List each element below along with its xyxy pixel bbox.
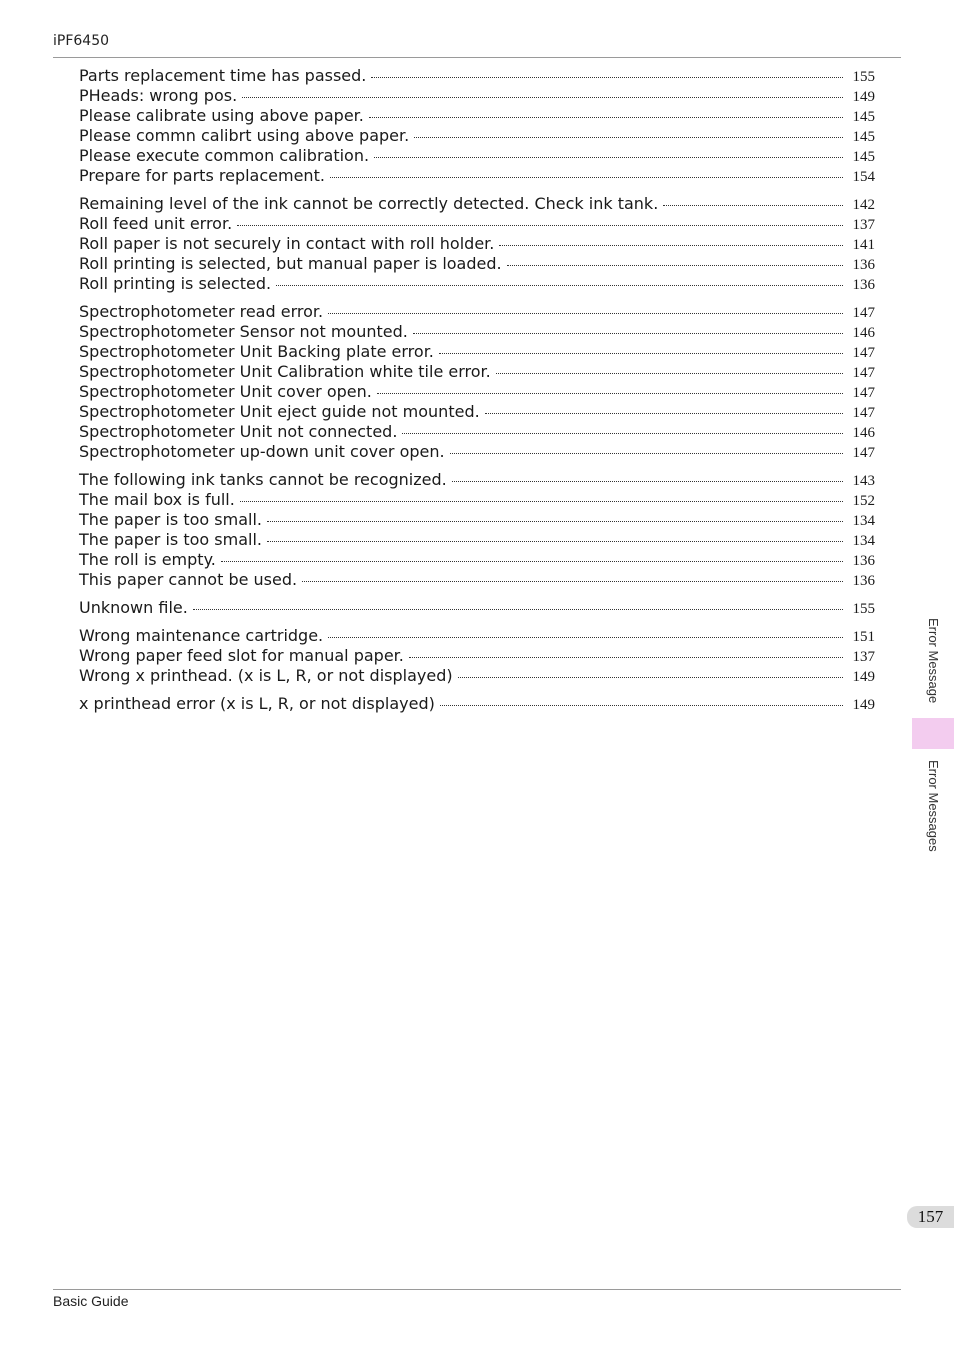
dot-leader [496,373,843,374]
entry-text[interactable]: x printhead error (x is L, R, or not displayed) [79,694,435,713]
entry-page-number[interactable]: 136 [852,553,875,569]
dot-leader [485,413,843,414]
dot-leader [276,285,843,286]
index-entry[interactable] [79,470,875,490]
index-entry[interactable] [79,342,875,362]
dot-leader [499,245,843,246]
entry-text[interactable]: Spectrophotometer Unit not connected. [79,422,398,441]
index-entry[interactable] [79,234,875,254]
entry-page-number[interactable]: 145 [852,109,875,125]
entry-page-number[interactable]: 145 [852,129,875,145]
entry-page-number[interactable]: 146 [852,325,875,341]
footer-rule [53,1289,901,1290]
index-entry[interactable] [79,214,875,234]
dot-leader [267,541,843,542]
entry-text[interactable]: Spectrophotometer Sensor not mounted. [79,322,408,341]
side-tab-marker[interactable] [912,718,954,749]
dot-leader [302,581,843,582]
entry-page-number[interactable]: 145 [852,149,875,165]
index-entry[interactable] [79,194,875,214]
entry-text[interactable]: Wrong maintenance cartridge. [79,626,324,645]
error-message-index [79,66,875,722]
header-model: iPF6450 [53,33,110,49]
entry-page-number[interactable]: 143 [852,473,875,489]
dot-leader [330,177,843,178]
entry-page-number[interactable]: 134 [852,533,875,549]
index-entry[interactable] [79,402,875,422]
index-entry[interactable] [79,530,875,550]
index-entry[interactable] [79,106,875,126]
entry-page-number[interactable]: 149 [852,669,875,685]
index-entry[interactable] [79,254,875,274]
entry-page-number[interactable]: 147 [852,305,875,321]
dot-leader [240,501,843,502]
entry-page-number[interactable]: 147 [852,405,875,421]
dot-leader [377,393,843,394]
dot-leader [440,705,843,706]
index-group [79,626,875,686]
dot-leader [371,77,843,78]
entry-page-number[interactable]: 134 [852,513,875,529]
entry-text[interactable]: Spectrophotometer read error. [79,302,324,321]
entry-page-number[interactable]: 142 [852,197,875,213]
entry-text[interactable]: Roll paper is not securely in contact with roll holder. [79,234,495,253]
index-entry[interactable] [79,422,875,442]
entry-text[interactable]: Unknown file. [79,598,188,617]
dot-leader [267,521,843,522]
index-group [79,470,875,590]
index-entry[interactable] [79,322,875,342]
index-entry[interactable] [79,66,875,86]
dot-leader [369,117,843,118]
entry-text[interactable]: Please commn calibrt using above paper. [79,126,410,145]
entry-text[interactable]: Spectrophotometer Unit Backing plate error. [79,342,434,361]
dot-leader [413,333,843,334]
index-entry[interactable] [79,362,875,382]
index-entry[interactable] [79,694,875,714]
footer-guide-title: Basic Guide [53,1293,129,1309]
dot-leader [439,353,843,354]
entry-text[interactable]: Please calibrate using above paper. [79,106,364,125]
index-entry[interactable] [79,666,875,686]
entry-page-number[interactable]: 136 [852,277,875,293]
dot-leader [507,265,843,266]
entry-text[interactable]: The mail box is full. [79,490,235,509]
index-entry[interactable] [79,646,875,666]
index-entry[interactable] [79,382,875,402]
entry-page-number[interactable]: 149 [852,89,875,105]
entry-page-number[interactable]: 151 [852,629,875,645]
entry-page-number[interactable]: 154 [852,169,875,185]
index-entry[interactable] [79,510,875,530]
entry-text[interactable]: This paper cannot be used. [79,570,298,589]
index-entry[interactable] [79,442,875,462]
index-group [79,694,875,714]
index-group [79,194,875,294]
entry-page-number[interactable]: 152 [852,493,875,509]
header-rule [53,57,901,58]
dot-leader [328,313,843,314]
entry-text[interactable]: The paper is too small. [79,510,262,529]
entry-page-number[interactable]: 146 [852,425,875,441]
index-entry[interactable] [79,146,875,166]
entry-page-number[interactable]: 147 [852,345,875,361]
entry-page-number[interactable]: 137 [852,649,875,665]
entry-text[interactable]: Spectrophotometer Unit Calibration white tile error. [79,362,491,381]
entry-text[interactable]: Prepare for parts replacement. [79,166,325,185]
dot-leader [402,433,843,434]
entry-page-number[interactable]: 155 [852,69,875,85]
entry-text[interactable]: Roll feed unit error. [79,214,233,233]
entry-text[interactable]: Spectrophotometer Unit eject guide not mounted. [79,402,480,421]
index-entry[interactable] [79,626,875,646]
page-number: 157 [907,1206,954,1228]
dot-leader [414,137,843,138]
entry-text[interactable]: The following ink tanks cannot be recognized. [79,470,447,489]
dot-leader [374,157,843,158]
entry-text[interactable]: Wrong paper feed slot for manual paper. [79,646,404,665]
dot-leader [221,561,843,562]
index-entry[interactable] [79,166,875,186]
dot-leader [458,677,843,678]
side-label-subsection[interactable]: Error Messages [926,760,941,852]
index-group [79,598,875,618]
dot-leader [242,97,843,98]
dot-leader [450,453,843,454]
entry-page-number[interactable]: 149 [852,697,875,713]
entry-text[interactable]: Roll printing is selected, but manual paper is loaded. [79,254,502,273]
entry-text[interactable]: Remaining level of the ink cannot be correctly detected. Check ink tank. [79,194,659,213]
entry-page-number[interactable]: 147 [852,365,875,381]
index-entry[interactable] [79,598,875,618]
index-entry[interactable] [79,126,875,146]
index-entry[interactable] [79,570,875,590]
dot-leader [237,225,843,226]
dot-leader [328,637,843,638]
entry-text[interactable]: Wrong x printhead. (x is L, R, or not displayed) [79,666,453,685]
entry-text[interactable]: Spectrophotometer up-down unit cover open. [79,442,445,461]
entry-text[interactable]: PHeads: wrong pos. [79,86,238,105]
dot-leader [193,609,843,610]
index-entry[interactable] [79,490,875,510]
dot-leader [452,481,843,482]
index-entry[interactable] [79,86,875,106]
side-label-section[interactable]: Error Message [926,618,941,704]
entry-page-number[interactable]: 147 [852,445,875,461]
entry-page-number[interactable]: 136 [852,573,875,589]
entry-text[interactable]: Parts replacement time has passed. [79,66,367,85]
entry-page-number[interactable]: 141 [852,237,875,253]
dot-leader [409,657,843,658]
dot-leader [663,205,843,206]
entry-page-number[interactable]: 137 [852,217,875,233]
entry-page-number[interactable]: 155 [852,601,875,617]
index-entry[interactable] [79,550,875,570]
entry-page-number[interactable]: 136 [852,257,875,273]
entry-text[interactable]: The paper is too small. [79,530,262,549]
index-entry[interactable] [79,302,875,322]
entry-page-number[interactable]: 147 [852,385,875,401]
entry-text[interactable]: Spectrophotometer Unit cover open. [79,382,372,401]
index-entry[interactable] [79,274,875,294]
entry-text[interactable]: Please execute common calibration. [79,146,370,165]
entry-text[interactable]: The roll is empty. [79,550,216,569]
index-group [79,302,875,462]
entry-text[interactable]: Roll printing is selected. [79,274,272,293]
index-group [79,66,875,186]
